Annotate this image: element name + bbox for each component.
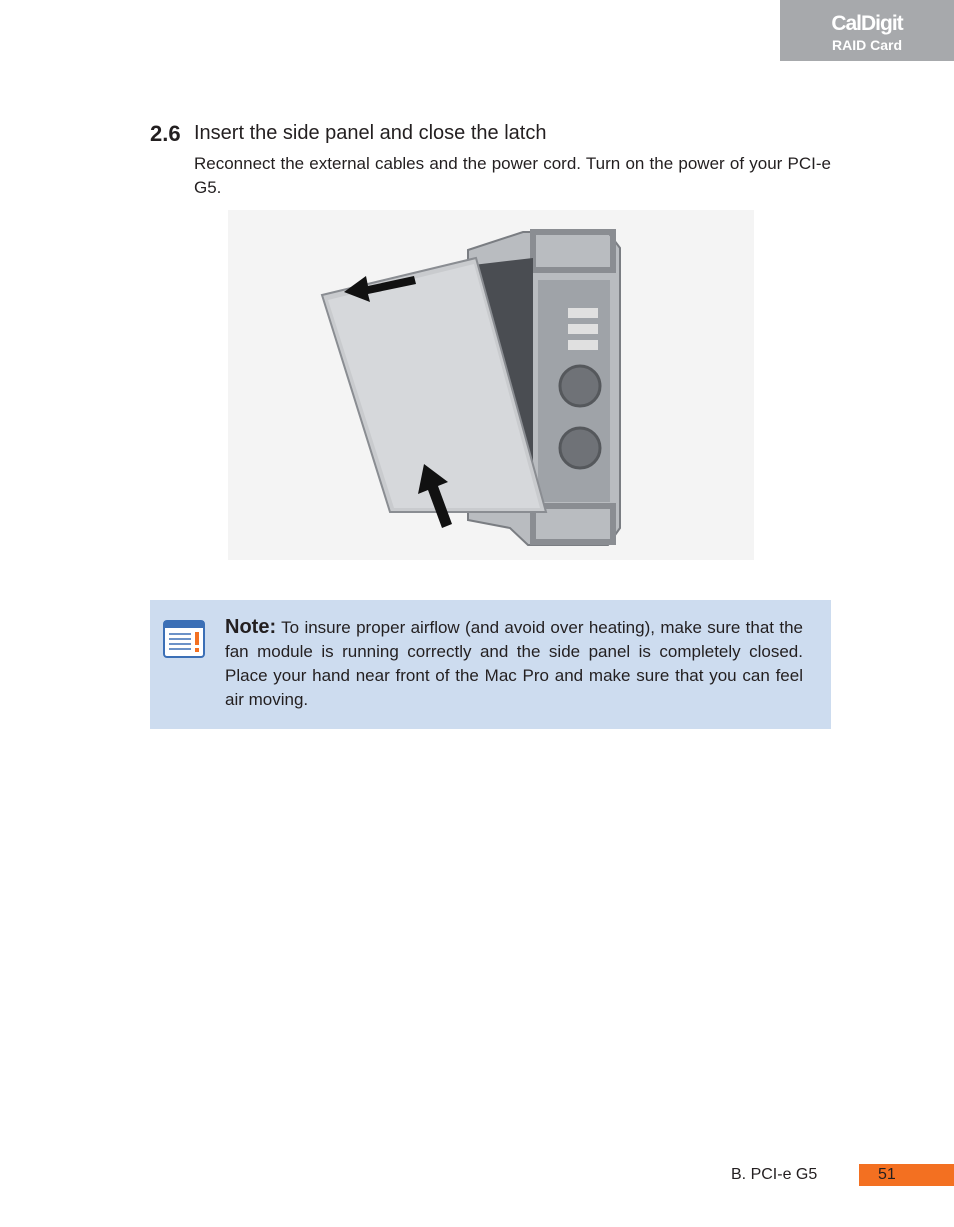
section-title: Insert the side panel and close the latch (194, 122, 547, 144)
note-label: Note: (225, 616, 277, 638)
mac-pro-side-panel-illustration (228, 210, 754, 560)
section-number: 2.6 (150, 121, 181, 146)
brand-logo-block (780, 0, 954, 61)
fan-grille-lower (560, 428, 600, 468)
note-box (150, 600, 831, 729)
drive-bay-2 (568, 324, 598, 334)
note-body: To insure proper airflow (and avoid over heating), make sure that the fan module is running correctly and the side panel is completely closed. Place your hand near front of the Mac Pro and make sure that you can feel air moving. (225, 618, 803, 709)
page-number: 51 (859, 1164, 954, 1186)
drive-bay-1 (568, 308, 598, 318)
note-warning-icon (163, 620, 205, 658)
brand-subtitle: RAID Card (831, 37, 902, 53)
note-text (225, 615, 803, 712)
section-body: Reconnect the external cables and the power cord. Turn on the power of your PCI-e G5. (194, 154, 831, 197)
footer-section-label: B. PCI-e G5 (731, 1166, 818, 1183)
drive-bay-3 (568, 340, 598, 350)
fan-grille-upper (560, 366, 600, 406)
brand-logo: CalDigit (831, 12, 903, 35)
